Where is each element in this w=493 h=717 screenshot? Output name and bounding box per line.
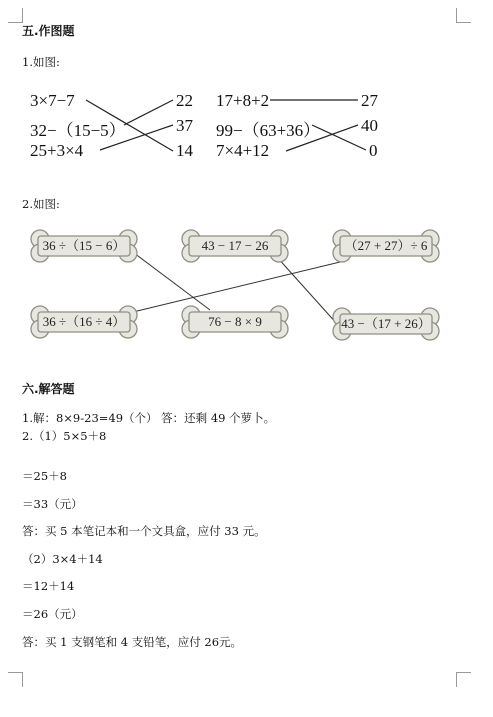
question-1-label: 1.如图: (22, 55, 60, 69)
q1-right-line-3 (286, 125, 358, 151)
q1-right-answer-2: 40 (361, 116, 378, 135)
q1-right-expr-1: 17+8+2 (216, 91, 270, 110)
q1-left-expr-3: 25+3×4 (30, 141, 84, 160)
q1-left-line-1 (86, 100, 173, 151)
answer-line-5: 答：买 5 本笔记本和一个文具盒，应付 33 元。 (22, 524, 266, 538)
bone-top-3-label: （27 + 27）÷ 6 (344, 238, 428, 253)
q1-right-answer-1: 27 (361, 91, 378, 110)
q1-right-line-2 (312, 125, 366, 150)
q1-left-answer-2: 37 (176, 116, 193, 135)
q1-left-expr-2: 32−（15−5） (30, 121, 126, 140)
q2-line-2 (133, 262, 340, 312)
bone-bottom-1-label: 36 ÷（16 ÷ 4） (42, 314, 126, 329)
section-5-title: 五.作图题 (22, 24, 75, 38)
answer-line-1: 1.解：8×9-23=49（个） 答：还剩 49 个萝卜。 (22, 411, 276, 425)
q1-left-line-2 (124, 100, 173, 125)
q1-right-expr-3: 7×4+12 (216, 141, 270, 160)
answer-line-3: ＝25＋8 (22, 469, 67, 483)
answer-line-6: （2）3×4＋14 (22, 552, 103, 566)
answer-line-2: 2.（1）5×5＋8 (22, 429, 107, 443)
answer-line-4: ＝33（元） (22, 497, 83, 511)
q1-left-answer-1: 22 (176, 91, 193, 110)
q1-right-expr-2: 99−（63+36） (216, 121, 321, 140)
bone-bottom-2-label: 76 − 8 × 9 (208, 314, 262, 329)
answer-line-8: ＝26（元） (22, 607, 83, 621)
q1-left-expr-1: 3×7−7 (30, 91, 75, 110)
answer-line-9: 答：买 1 支钢笔和 4 支铅笔，应付 26元。 (22, 635, 243, 649)
bone-bottom-3-label: 43 −（17 + 26） (341, 316, 431, 331)
section-6-title: 六.解答题 (22, 382, 75, 396)
question-2-label: 2.如图: (22, 197, 60, 211)
bone-top-1-label: 36 ÷（15 − 6） (42, 238, 126, 253)
q1-left-line-3 (100, 125, 173, 150)
answer-line-7: ＝12＋14 (22, 579, 75, 593)
bone-top-2-label: 43 − 17 − 26 (201, 238, 269, 253)
q1-right-answer-3: 0 (369, 141, 378, 160)
q1-left-answer-3: 14 (176, 141, 193, 160)
